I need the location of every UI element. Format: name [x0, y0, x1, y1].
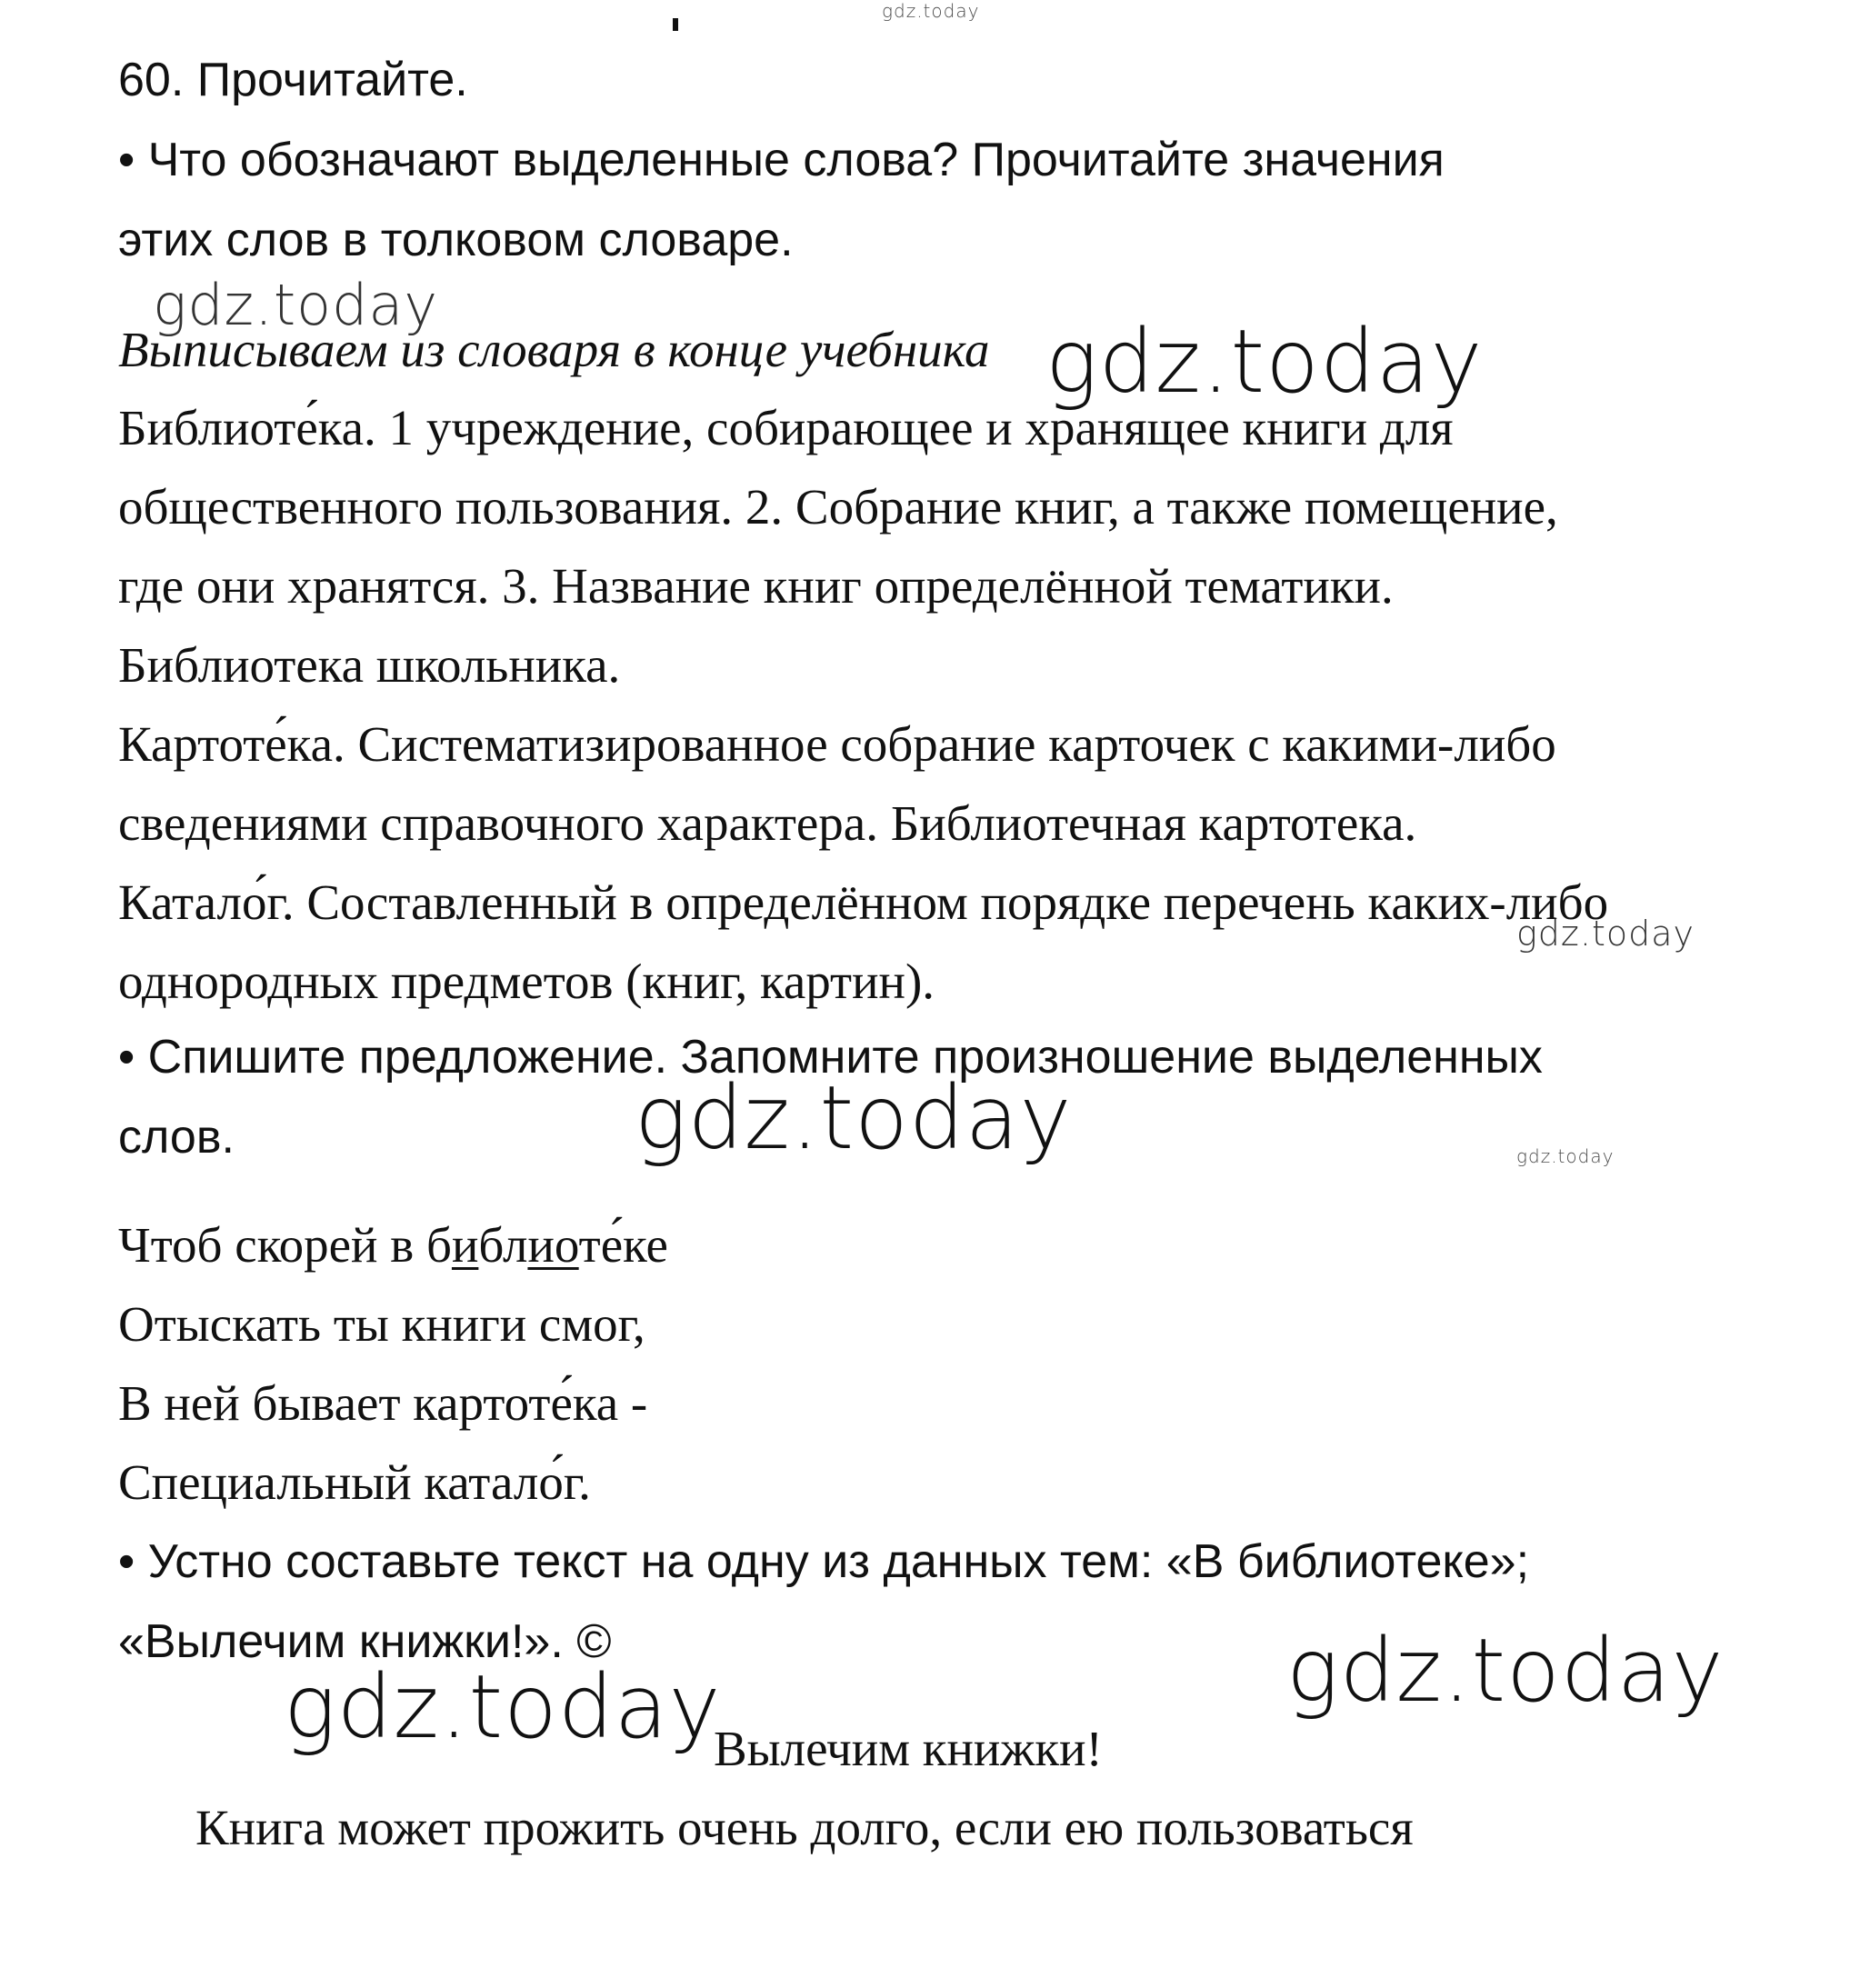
- answer-intro: Выписываем из словаря в конце учебника: [118, 322, 990, 377]
- question-text: слов.: [118, 1111, 235, 1164]
- definition-line: Библиоте́ка. 1 учреждение, собирающее и хранящее книги для: [118, 400, 1454, 455]
- poem-text: те́ке: [578, 1217, 668, 1273]
- essay-text: Книга может прожить очень долго, если ею пользоваться: [195, 1800, 1414, 1855]
- watermark: gdz.today: [1286, 1620, 1725, 1722]
- definition-line: Библиотека школьника.: [118, 637, 621, 693]
- poem-highlight: ио: [527, 1217, 579, 1273]
- poem-line: Специальный катало́г.: [118, 1454, 591, 1510]
- poem-text: Чтоб скорей в б: [118, 1217, 452, 1273]
- definition-line: однородных предметов (книг, картин).: [118, 954, 935, 1009]
- poem-line: [118, 1217, 668, 1273]
- poem-line: В ней бывает картоте́ка -: [118, 1375, 648, 1431]
- scan-mark: [673, 18, 678, 31]
- watermark: gdz.today: [153, 272, 439, 338]
- watermark: gdz.today: [882, 0, 980, 22]
- poem-highlight: и: [451, 1217, 479, 1273]
- watermark: gdz.today: [1516, 1145, 1615, 1167]
- essay-title: Вылечим книжки!: [714, 1721, 1103, 1776]
- poem-text: бл: [478, 1217, 528, 1273]
- definition-line: сведениями справочного характера. Библиотечная картотека.: [118, 795, 1417, 851]
- question-text: • Что обозначают выделенные слова? Прочитайте значения: [118, 134, 1445, 186]
- watermark: gdz.today: [284, 1656, 722, 1758]
- question-text: • Спишите предложение. Запомните произношение выделенных: [118, 1031, 1543, 1084]
- definition-line: Катало́г. Составленный в определённом порядке перечень каких-либо: [118, 874, 1609, 930]
- definition-line: Картоте́ка. Систематизированное собрание карточек с какими-либо: [118, 716, 1556, 772]
- poem-line: Отыскать ты книги смог,: [118, 1296, 645, 1352]
- watermark: gdz.today: [635, 1067, 1073, 1169]
- question-text: • Устно составьте текст на одну из данных тем: «В библиотеке»;: [118, 1535, 1530, 1588]
- definition-line: общественного пользования. 2. Собрание книг, а также помещение,: [118, 479, 1558, 534]
- question-text: «Вылечим книжки!». ©: [118, 1615, 612, 1668]
- definition-line: где они хранятся. 3. Название книг определённой тематики.: [118, 558, 1394, 614]
- watermark: gdz.today: [1516, 914, 1695, 954]
- exercise-heading: 60. Прочитайте.: [118, 54, 468, 106]
- question-text: этих слов в толковом словаре.: [118, 214, 794, 266]
- watermark: gdz.today: [1045, 311, 1484, 413]
